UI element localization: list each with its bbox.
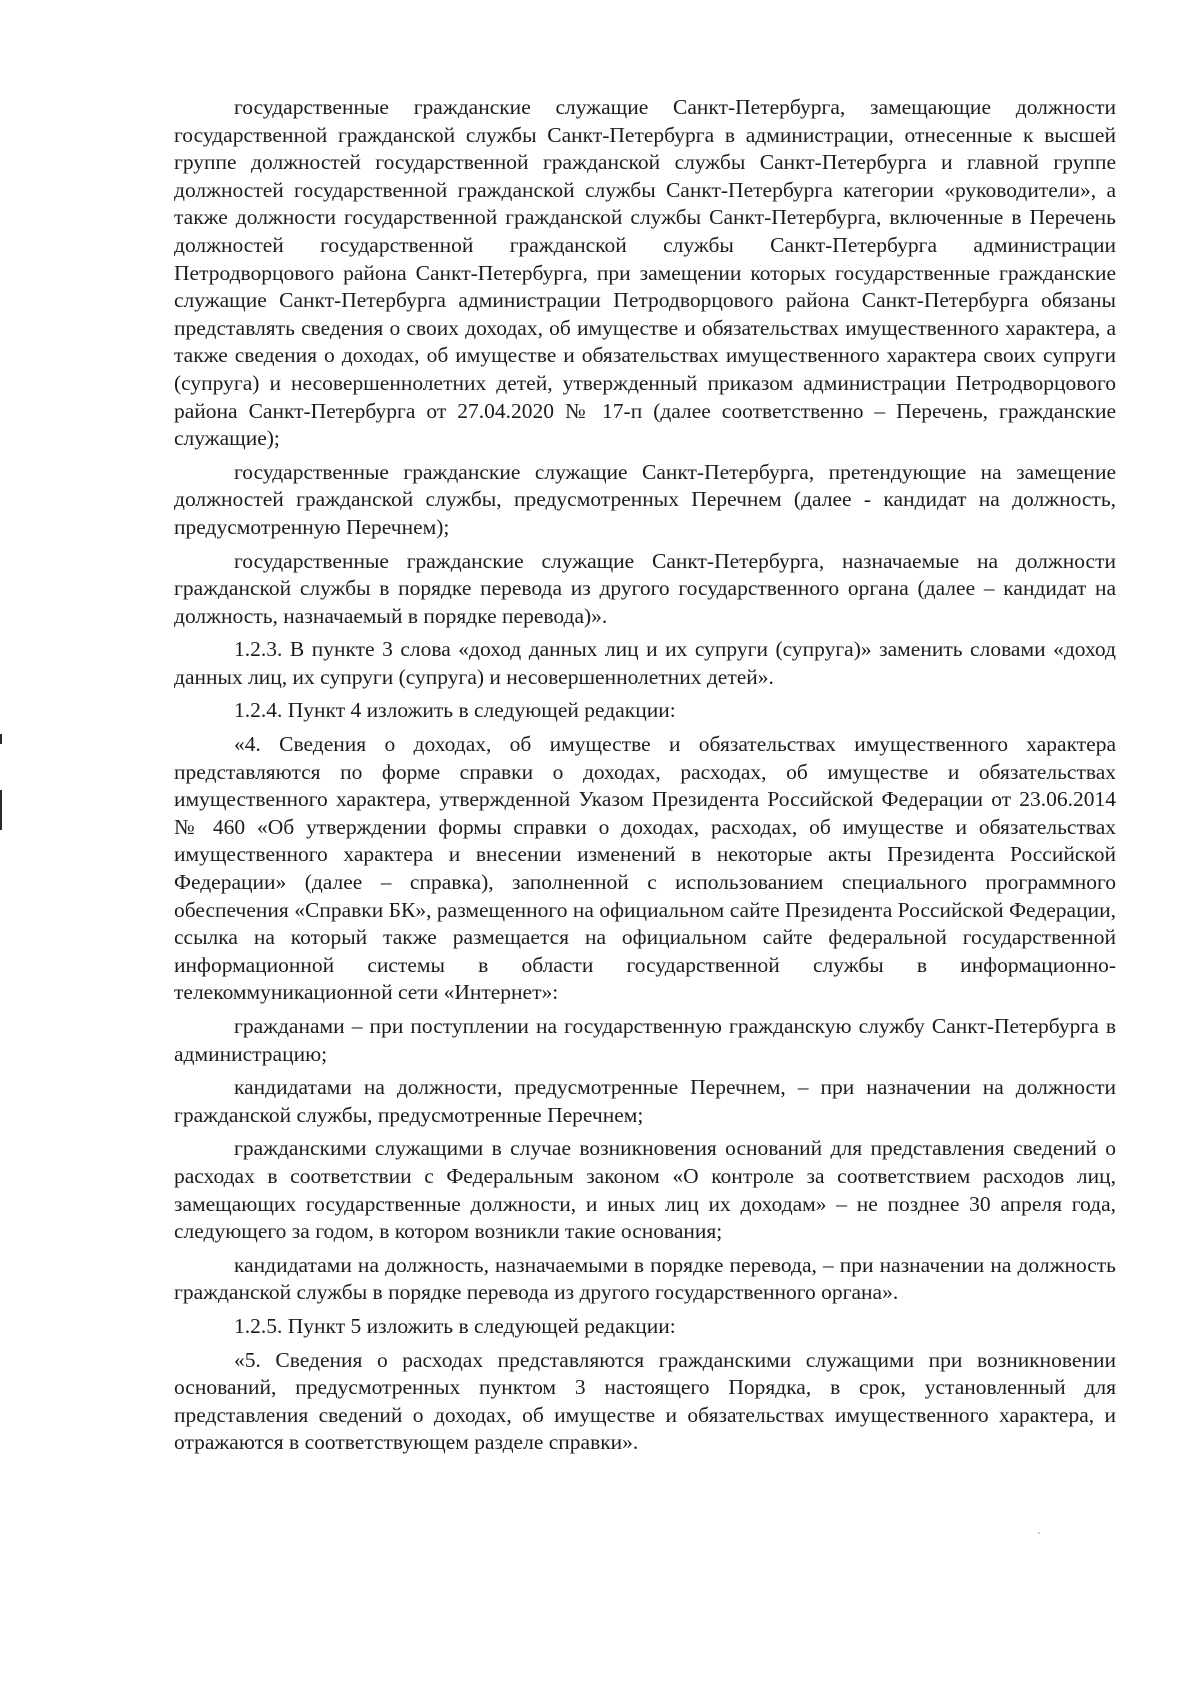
scan-margin-mark (0, 734, 2, 744)
paragraph: кандидатами на должности, предусмотренные Перечнем, – при назначении на должности гражданской службы, предусмотренные Перечнем; (174, 1075, 1116, 1127)
paragraph: «4. Сведения о доходах, об имуществе и обязательствах имущественного характера представляются по форме справки о доходах, расходах, об имуществе и обязательствах имущественного характера, утвержденной Указом Президента Российской Федерации от 23.06.2014 № 460 «Об утверждении формы справки о доходах, расходах, об имуществе и обязательствах имущественного характера и внесении изменений в некоторые акты Президента Российской Федерации» (далее – справка), заполненной с использованием специального программного обеспечения «Справки БК», размещенного на официальном сайте Президента Российской Федерации, ссылка на который также размещается на официальном сайте федеральной государственной информационной системы в области государственной службы в информационно-телекоммуникационной сети «Интернет»: (174, 732, 1116, 1005)
scan-margin-mark (0, 790, 2, 830)
paragraph: 1.2.3. В пункте 3 слова «доход данных лиц и их супруги (супруга)» заменить словами «доход данных лиц, их супруги (супруга) и несовершеннолетних детей». (174, 637, 1116, 689)
paragraph: государственные гражданские служащие Санкт-Петербурга, замещающие должности государственной гражданской службы Санкт-Петербурга в администрации, отнесенные к высшей группе должностей государственной гражданской службы Санкт-Петербурга и главной группе должностей государственной гражданской службы Санкт-Петербурга категории «руководители», а также должности государственной гражданской службы Санкт-Петербурга, включенные в Перечень должностей государственной гражданской службы Санкт-Петербурга администрации Петродворцового района Санкт-Петербурга, при замещении которых государственные гражданские служащие Санкт-Петербурга администрации Петродворцового района Санкт-Петербурга обязаны представлять сведения о своих доходах, об имуществе и обязательствах имущественного характера, а также сведения о доходах, об имуществе и обязательствах имущественного характера своих супруги (супруга) и несовершеннолетних детей, утвержденный приказом администрации Петродворцового района Санкт-Петербурга от 27.04.2020 № 17-п (далее соответственно – Перечень, гражданские служащие); (174, 95, 1116, 451)
paragraph: 1.2.4. Пункт 4 изложить в следующей редакции: (234, 698, 676, 723)
scan-speck (1038, 1532, 1040, 1534)
paragraph: кандидатами на должность, назначаемыми в порядке перевода, – при назначении на должность гражданской службы в порядке перевода из другого государственного органа». (174, 1252, 1116, 1305)
paragraph: гражданами – при поступлении на государственную гражданскую службу Санкт-Петербурга в администрацию; (174, 1014, 1116, 1066)
paragraph: гражданскими служащими в случае возникновения оснований для представления сведений о расходах в соответствии с Федеральным законом «О контроле за соответствием расходов лиц, замещающих государственные должности, и иных лиц их доходам» – не позднее 30 апреля года, следующего за годом, в котором возникли такие основания; (174, 1136, 1116, 1244)
paragraph: государственные гражданские служащие Санкт-Петербурга, назначаемые на должности гражданской службы в порядке перевода из другого государственного органа (далее – кандидат на должность, назначаемый в порядке перевода)». (174, 548, 1116, 628)
paragraph: «5. Сведения о расходах представляются гражданскими служащими при возникновении оснований, предусмотренных пунктом 3 настоящего Порядка, в срок, установленный для представления сведений о доходах, об имуществе и обязательствах имущественного характера, и отражаются в соответствующем разделе справки». (174, 1347, 1116, 1455)
document-body (174, 94, 1116, 1463)
paragraph: государственные гражданские служащие Санкт-Петербурга, претендующие на замещение должностей гражданской службы, предусмотренных Перечнем (далее - кандидат на должность, предусмотренную Перечнем); (174, 459, 1116, 539)
paragraph: 1.2.5. Пункт 5 изложить в следующей редакции: (234, 1313, 676, 1338)
